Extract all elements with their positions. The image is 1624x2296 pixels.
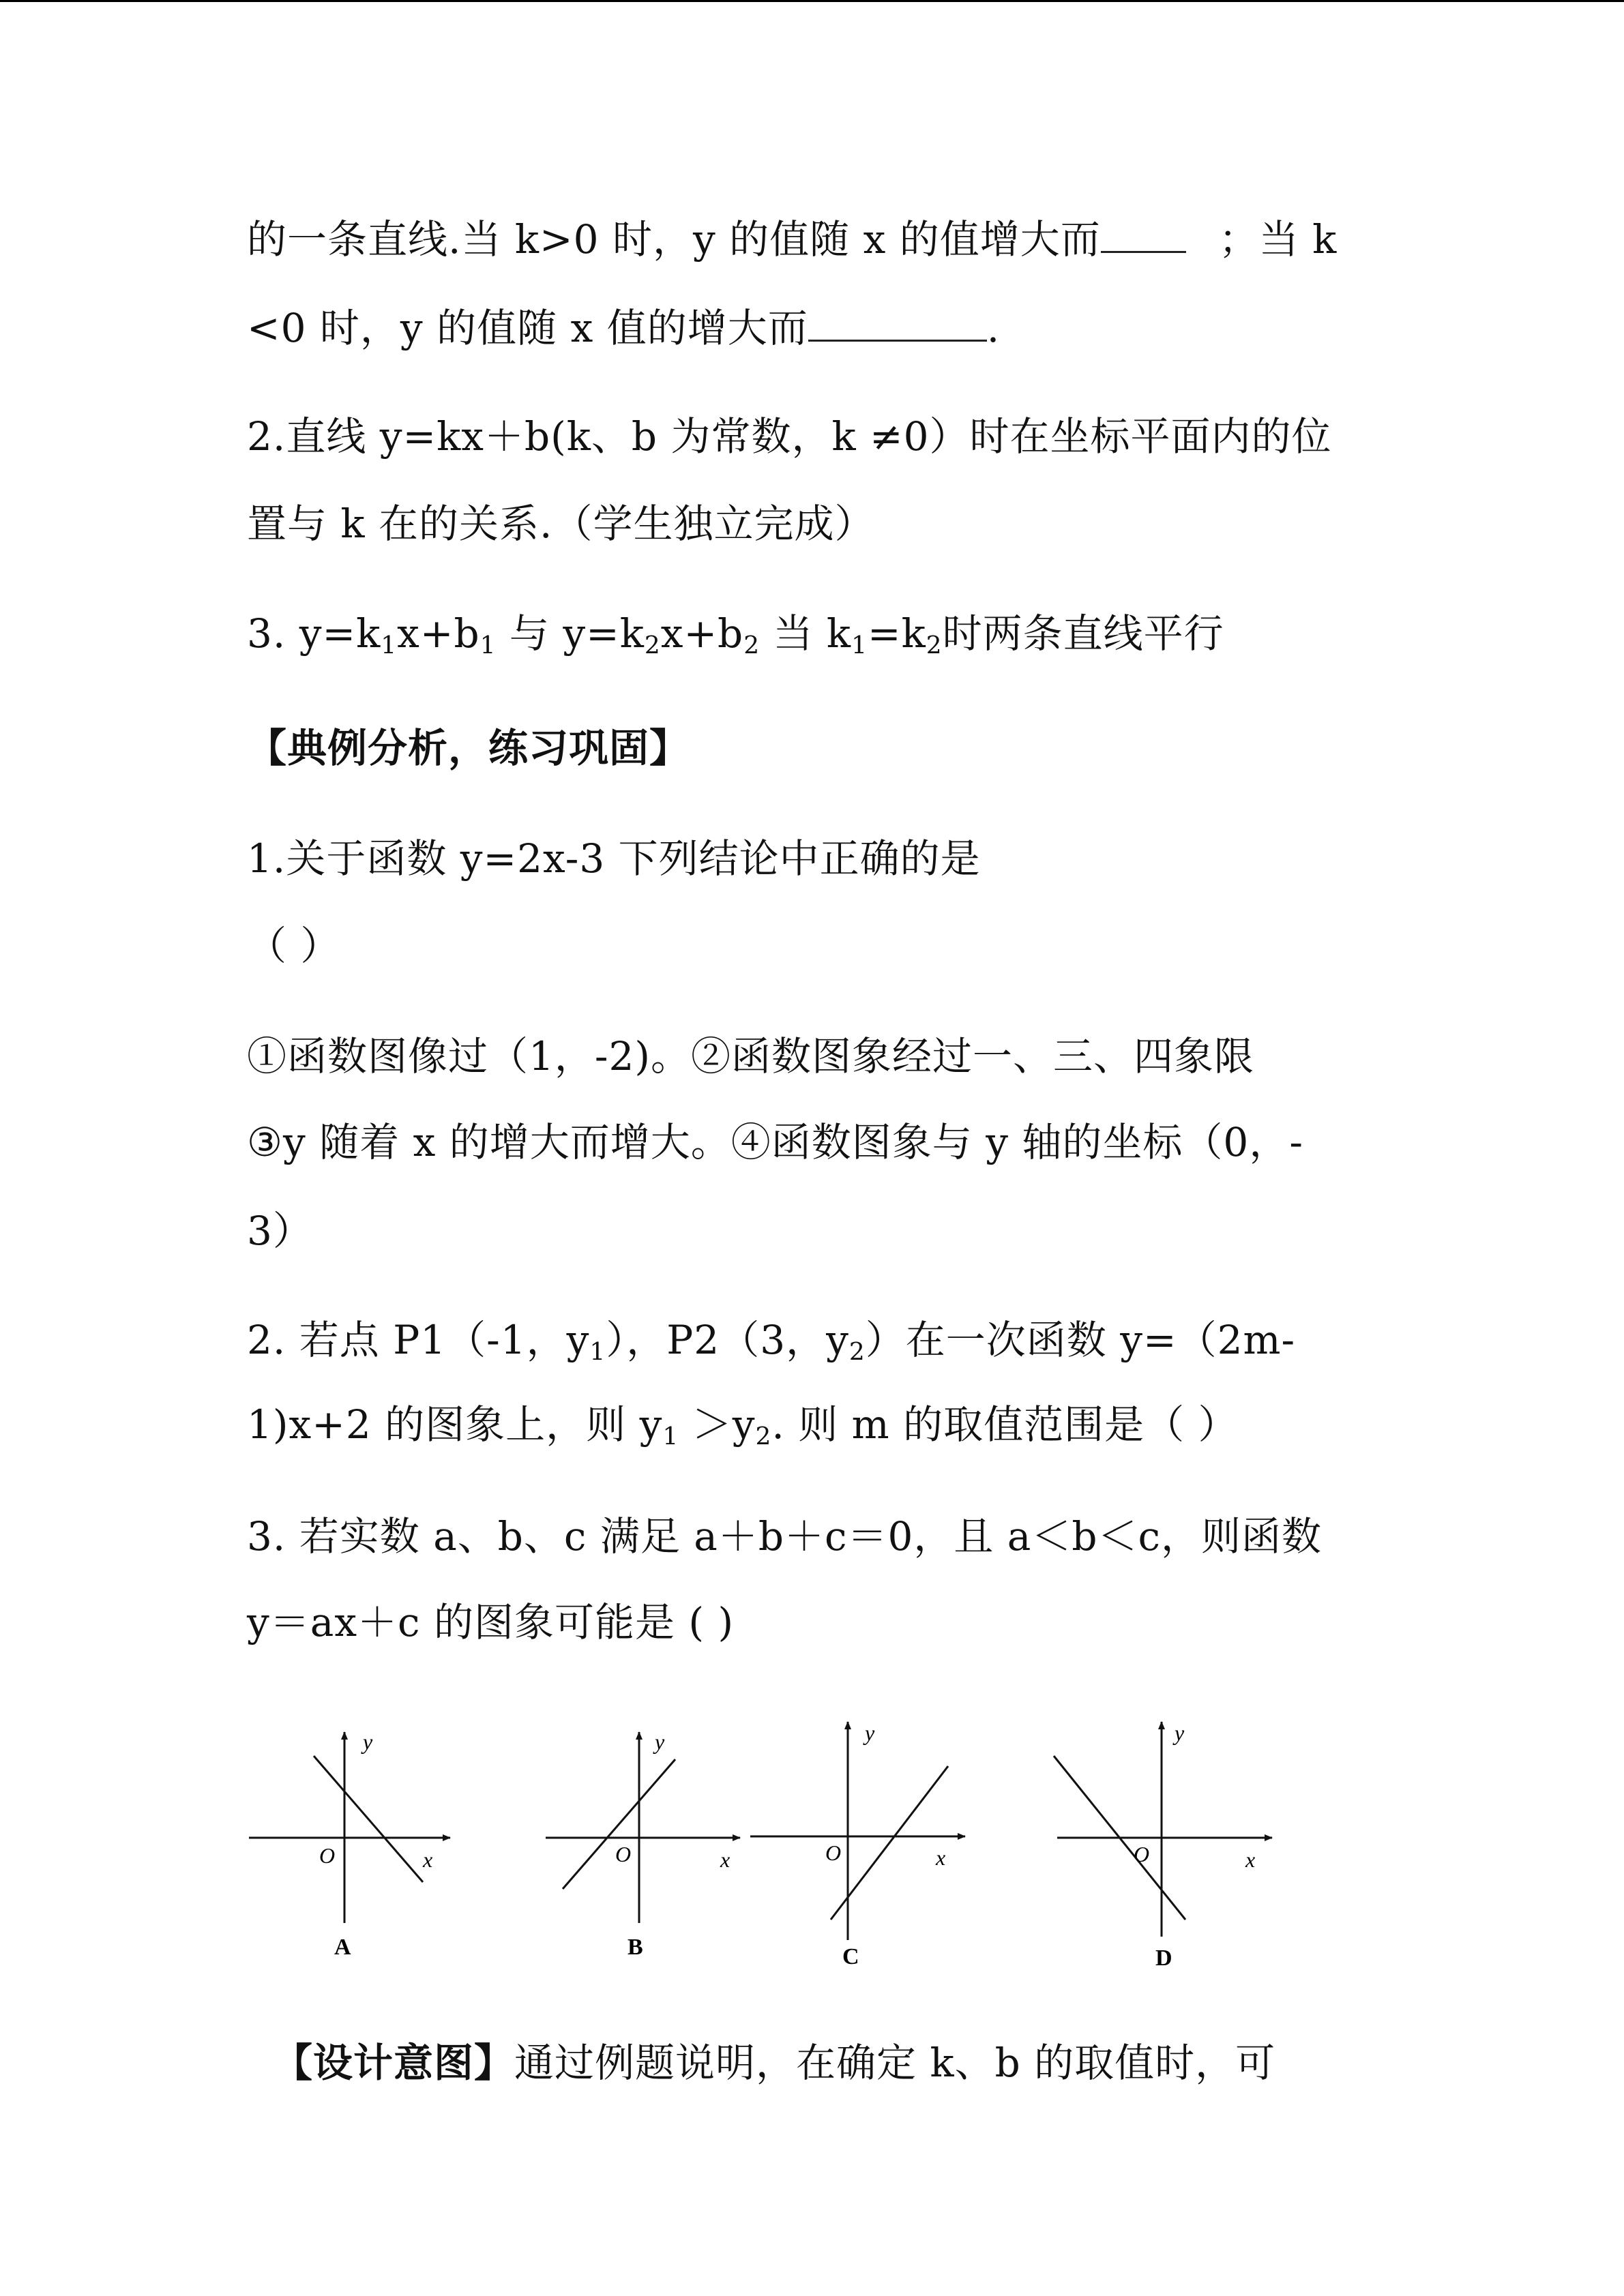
- q2-line1: 2. 若点 P1（-1，$y_1$），P2（3，$y_2$）在一次函数 y=（2m-: [247, 1317, 1296, 1366]
- graph-a-caption: A: [334, 1935, 351, 1960]
- section1-line2-text: <0 时，y 的值随 x 值的增大而: [247, 305, 808, 351]
- section2-line2: 置与 k 在的关系.（学生独立完成）: [247, 501, 875, 547]
- q1-option-line2: ③y 随着 x 的增大而增大。④函数图象与 y 轴的坐标（0，-: [247, 1119, 1303, 1165]
- graph-d-caption: D: [1155, 1945, 1172, 1971]
- q2-line2: 1)x+2 的图象上，则 $y_1 >y_2$. 则 m 的取值范围是（ ）: [247, 1401, 1239, 1450]
- graph-c-y-label: y: [865, 1720, 875, 1745]
- design-intent-text: 通过例题说明，在确定 k、b 的取值时，可: [514, 2040, 1276, 2086]
- graph-b-line: [563, 1759, 675, 1889]
- graph-a-origin: O: [319, 1843, 336, 1868]
- graph-a[interactable]: [249, 1732, 450, 1923]
- graph-c-caption: C: [842, 1944, 859, 1969]
- section3-line: 3. $y=k_1x+b_1$ 与 $y=k_2x+b_2$ 当 $k_1=k_2$时两条直线平行: [247, 610, 1224, 659]
- section1-line1-tail: ；当 k: [1218, 216, 1338, 263]
- q1-option-line3: 3）: [247, 1208, 313, 1254]
- graph-b-origin: O: [615, 1842, 632, 1866]
- graph-a-y-label: y: [363, 1729, 373, 1754]
- section1-line1-text: 的一条直线.当 k>0 时，y 的值随 x 的值增大而: [247, 216, 1101, 263]
- graph-c-x-label: x: [936, 1845, 946, 1870]
- graph-d[interactable]: [1054, 1722, 1272, 1937]
- q3-line1: 3. 若实数 a、b、c 满足 a＋b＋c＝0，且 a＜b＜c，则函数: [247, 1513, 1322, 1560]
- design-intent-tag: 【设计意图】: [273, 2040, 515, 2086]
- graph-b[interactable]: [546, 1732, 740, 1923]
- section2-line1: 2.直线 y=kx＋b(k、b 为常数，k ≠0）时在坐标平面内的位: [247, 413, 1332, 460]
- graph-c[interactable]: [750, 1722, 965, 1940]
- q1-stem: 1.关于函数 y=2x-3 下列结论中正确的是: [247, 835, 981, 882]
- graph-d-origin: O: [1134, 1842, 1150, 1866]
- q1-answer-bracket[interactable]: （ ）: [247, 923, 341, 969]
- graph-b-y-label: y: [655, 1729, 665, 1754]
- graph-d-x-label: x: [1245, 1847, 1256, 1872]
- section-heading: 【典例分析，练习巩固】: [247, 725, 690, 771]
- q3-line2: y＝ax＋c 的图象可能是 ( ): [247, 1599, 735, 1645]
- graph-d-y-label: y: [1175, 1720, 1185, 1745]
- q1-option-line1: ①函数图像过（1，-2)。②函数图象经过一、三、四象限: [247, 1033, 1255, 1079]
- graph-b-caption: B: [628, 1935, 643, 1960]
- graph-b-x-label: x: [720, 1847, 730, 1872]
- design-intent: [273, 2039, 1275, 2087]
- graph-c-origin: O: [825, 1840, 842, 1865]
- section1-line2-tail: .: [986, 305, 1001, 351]
- graph-a-x-label: x: [423, 1847, 433, 1872]
